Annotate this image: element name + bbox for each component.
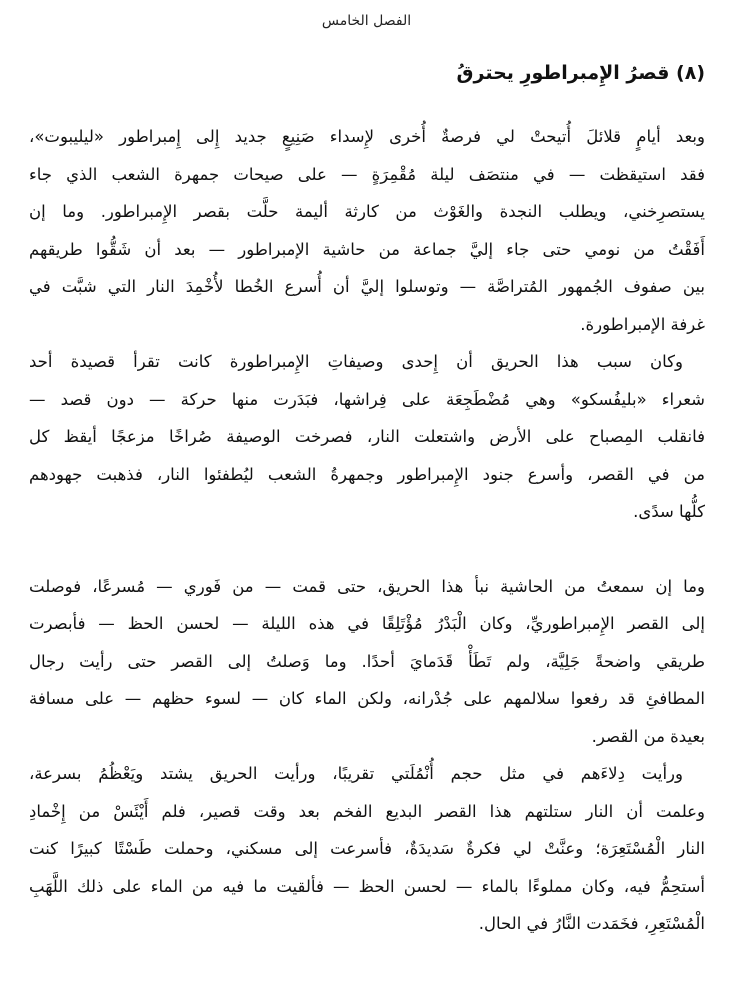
text-line: وكان سبب هذا الحريق أن إِحدى وصيفاتِ الإِمبراطورة كانت تقرأ قصيدة أحد bbox=[29, 352, 683, 371]
text-line: وعلمت أن النار ستلتهم هذا القصر البديع الفخم بعد وقت قصير، فلم أَيْئَسْ من إِخْمادِ bbox=[29, 801, 705, 821]
text-line: فانقلب المِصباح على الأرض واشتعلت النار، فصرخت الوصيفة صُراخًا مزعجًا أيقظ كل bbox=[29, 427, 705, 446]
text-line: المطافئِ قد رفعوا سلالمهم على جُدْرانه، ولكن الماء كان — لسوء حظهم — على مسافة bbox=[29, 689, 705, 708]
paragraph-gap bbox=[29, 531, 705, 568]
paragraph-2 bbox=[29, 343, 705, 531]
text-line: طريقي واضحةً جَلِيَّة، ولم تَطَأْ قَدَمايَ أحدًا. وما وَصلتُ إلى القصر حتى رأيت رجال bbox=[29, 651, 705, 671]
text-line: من في القصر، وأسرع جنود الإِمبراطور وجمهرةُ الشعب ليُطفئوا النار، فذهبت جهودهم bbox=[29, 464, 705, 484]
text-line: بين صفوف الجُمهور المُتراصَّة — وتوسلوا إليَّ أن أُسرع الخُطا لأُخْمِدَ النار التي شبَّت في bbox=[29, 277, 705, 296]
body-text bbox=[29, 118, 705, 943]
paragraph-3 bbox=[29, 568, 705, 756]
text-line: النار الْمُسْتَعِرَة؛ وعنَّتْ لي فكرةٌ سَديدَةٌ، فأسرعت إلى مسكني، وحملت طَسْتًا كبيرًا كنت bbox=[29, 839, 705, 858]
text-line: أَفَقْتُ من نومي حتى جاء إليَّ جماعة من حاشية الإمبراطور — بعد أن شَقُّوا طريقهم bbox=[29, 239, 705, 259]
text-line: وما إن سمعتُ من الحاشية نبأ هذا الحريق، حتى قمت — من فَوري — مُسرعًا، فوصلت bbox=[29, 576, 705, 596]
text-line: يستصرِخني، ويطلب النجدة والغَوْث من كارثة أليمة حلَّت بقصر الإِمبراطور. وما إن bbox=[29, 202, 705, 221]
text-line: فقد استيقظت — في منتصَف ليلة مُقْمِرَةٍ — على صيحات جمهرة الشعب الذي جاء bbox=[29, 164, 705, 184]
text-line: أستحِمُّ فيه، وكان مملوءًا بالماء — لحسن الحظ — فألقيت ما فيه من الماء على ذلك اللَّهَبِ bbox=[29, 876, 705, 896]
paragraph-4 bbox=[29, 755, 705, 943]
paragraph-1 bbox=[29, 118, 705, 343]
section-title: (٨) قصرُ الإِمبراطورِ يحترقُ bbox=[456, 62, 705, 84]
text-line: شعراء «بليفُسكو» وهي مُضْطَجِعَة على فِراشها، فبَدَرت منها حركة — دون قصد — bbox=[29, 389, 705, 409]
text-line: كلُّها سدًى. bbox=[633, 502, 705, 521]
text-line: غرفة الإمبراطورة. bbox=[580, 314, 705, 334]
text-line: الْمُسْتَعِرِ، فخَمَدت النَّارُ في الحال. bbox=[478, 914, 705, 933]
text-line: بعيدة من القصر. bbox=[591, 726, 705, 746]
chapter-header: الفصل الخامس bbox=[321, 13, 412, 29]
text-line: إلى القصر الإِمبراطوريِّ، وكان الْبَدْرُ مُؤْتَلِقًا في هذه الليلة — لحسن الحظ — فأبصرت bbox=[29, 614, 705, 633]
text-line: وبعد أيامٍ قلائلَ أُتيحتْ لي فرصةٌ أُخرى لإِسداء صَنِيعٍ جديد إِلى إِمبراطور «ليليبوت»، bbox=[29, 127, 705, 146]
text-line: ورأيت دِلاءَهم في مثل حجم أُنْمُلَتي تقريبًا، ورأيت الحريق يشتد ويَعْظُمُ بسرعة، bbox=[29, 764, 683, 783]
